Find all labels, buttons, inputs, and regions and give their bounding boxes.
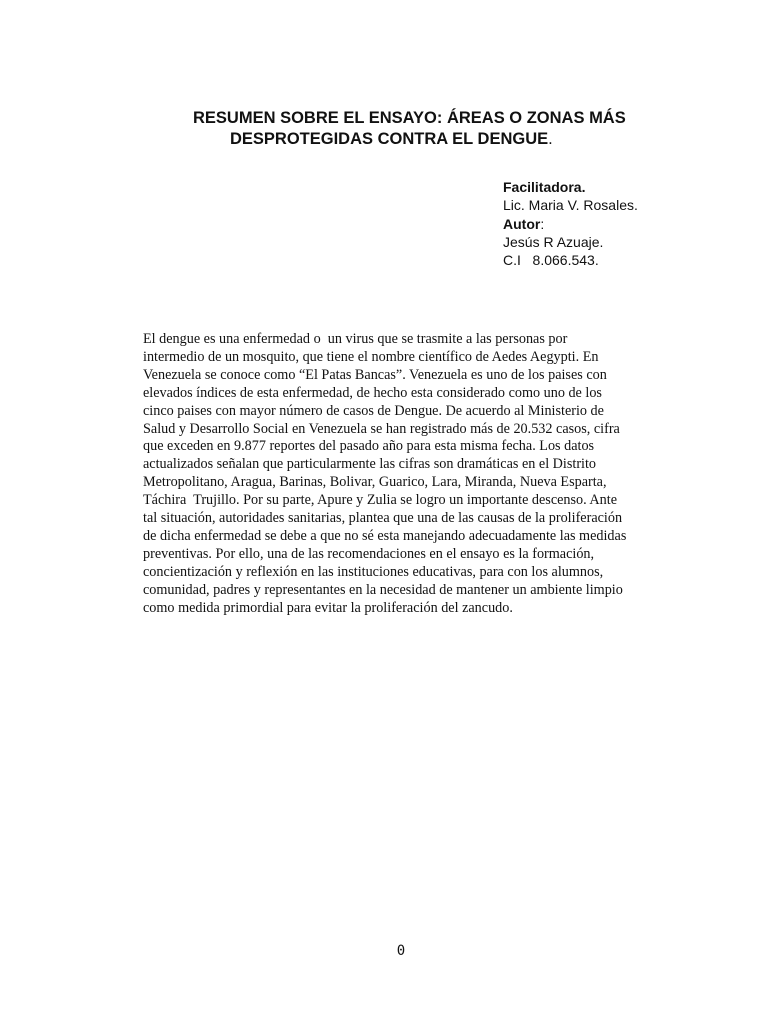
body-line: actualizados señalan que particularmente las cifras son dramáticas en el Distrito — [143, 456, 597, 473]
body-line: Metropolitano, Aragua, Barinas, Bolivar, Guarico, Lara, Miranda, Nueva Esparta, — [143, 474, 607, 491]
body-line: intermedio de un mosquito, que tiene el nombre científico de Aedes Aegypti. En — [143, 348, 599, 365]
title-line-2-text: DESPROTEGIDAS CONTRA EL DENGUE — [230, 130, 549, 148]
body-line: elevados índices de esta enfermedad, de hecho esta considerado como uno de los — [143, 384, 602, 401]
body-line: cinco paises con mayor número de casos de Dengue. De acuerdo al Ministerio de — [143, 402, 604, 419]
author-id: C.I 8.066.543. — [503, 252, 599, 269]
body-line: de dicha enfermedad se debe a que no sé esta manejando adecuadamente las medidas — [143, 527, 627, 544]
page-number: 0 — [396, 943, 406, 959]
facilitator-name: Lic. Maria V. Rosales. — [503, 197, 638, 214]
body-line: como medida primordial para evitar la proliferación del zancudo. — [143, 599, 513, 616]
author-label-row — [503, 215, 638, 233]
body-line: que exceden en 9.877 reportes del pasado año para esta misma fecha. Los datos — [143, 438, 595, 455]
title-line-2 — [230, 129, 553, 150]
body-line: Táchira Trujillo. Por su parte, Apure y Zulia se logro un importante descenso. Ante — [143, 492, 618, 509]
body-line: Venezuela se conoce como “El Patas Bancas”. Venezuela es uno de los paises con — [143, 366, 607, 383]
body-line: concientización y reflexión en las instituciones educativas, para con los alumnos, — [143, 563, 604, 580]
body-paragraph — [143, 331, 663, 618]
author-colon: : — [540, 215, 545, 232]
body-line: tal situación, autoridades sanitarias, plantea que una de las causas de la proliferación — [143, 510, 623, 527]
body-line: comunidad, padres y representantes en la necesidad de mantener un ambiente limpio — [143, 581, 623, 598]
facilitator-label: Facilitadora. — [503, 179, 586, 195]
body-line: Salud y Desarrollo Social en Venezuela se han registrado más de 20.532 casos, cifra — [143, 420, 620, 437]
title-line-1: RESUMEN SOBRE EL ENSAYO: ÁREAS O ZONAS MÁS — [193, 109, 626, 127]
body-line: preventivas. Por ello, una de las recomendaciones en el ensayo es la formación, — [143, 545, 595, 562]
author-label: Autor — [503, 215, 541, 232]
author-info — [503, 178, 638, 269]
author-name: Jesús R Azuaje. — [503, 233, 604, 250]
body-line: El dengue es una enfermedad o un virus que se trasmite a las personas por — [143, 331, 568, 347]
title-period: . — [548, 130, 553, 148]
